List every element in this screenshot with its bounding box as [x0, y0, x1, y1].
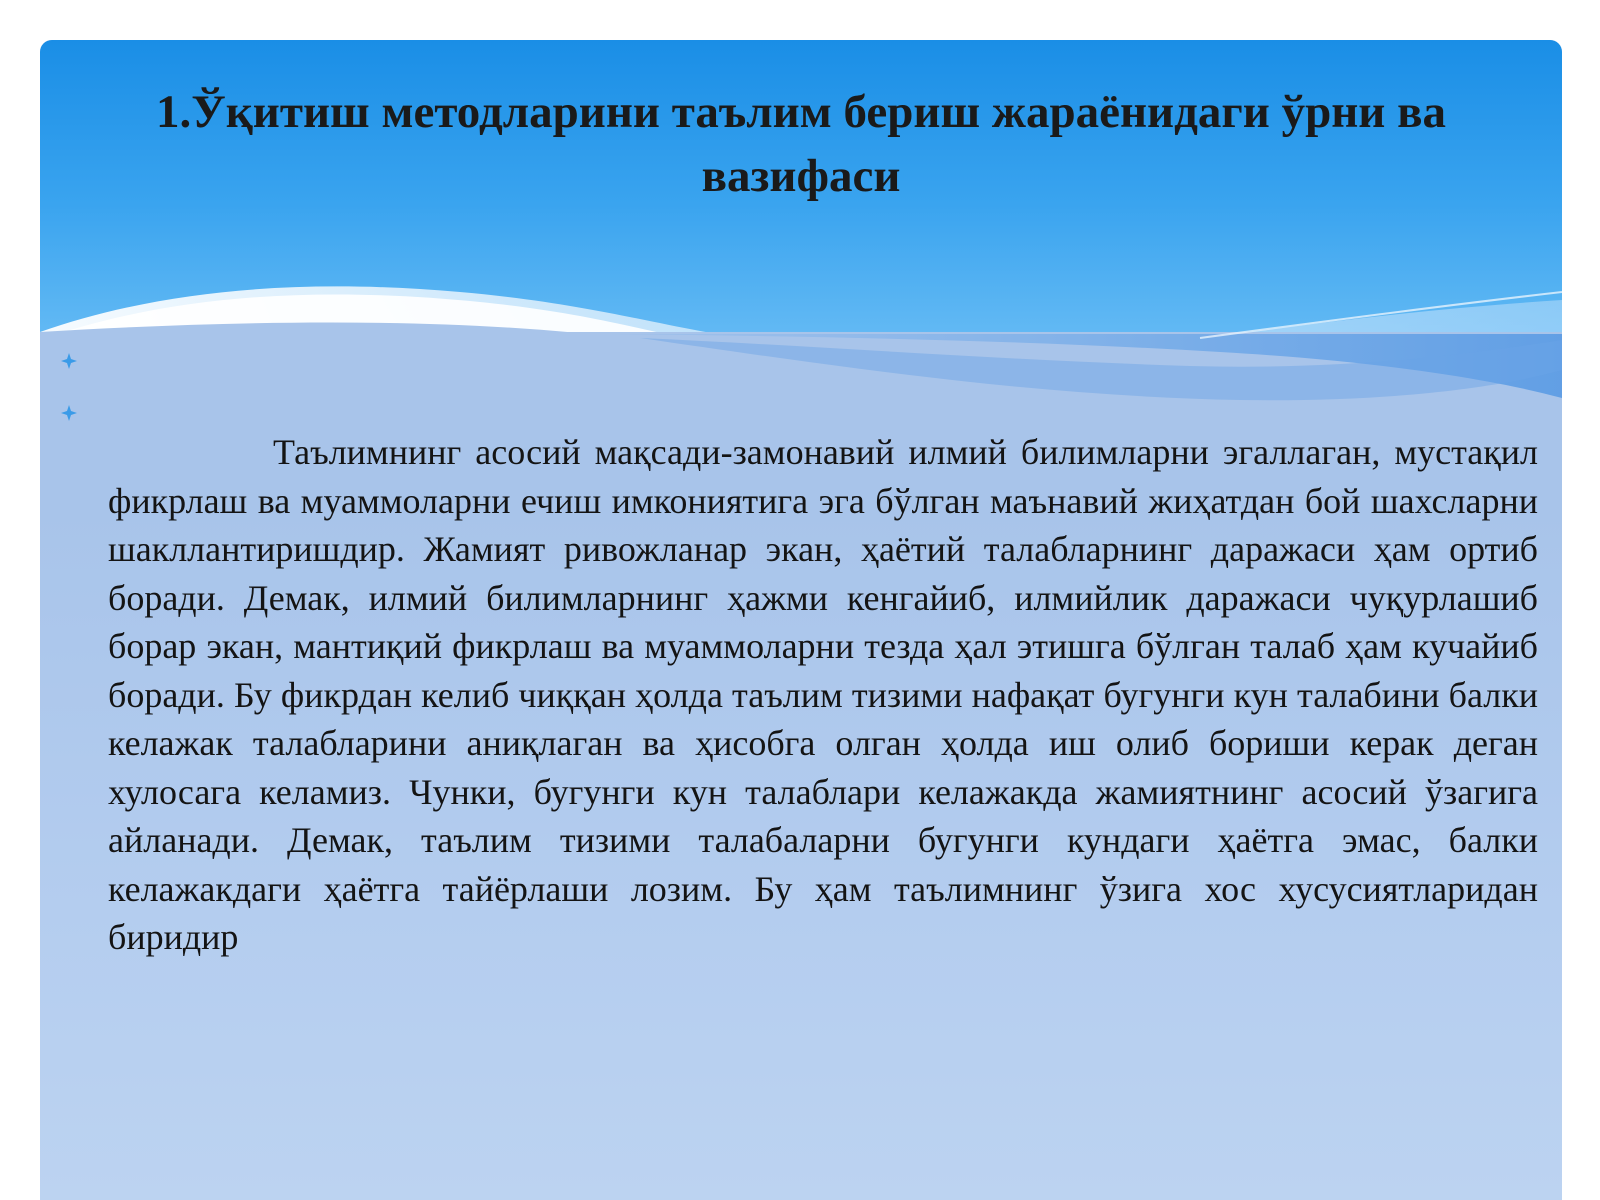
star-bullet-icon	[60, 352, 78, 370]
slide	[40, 40, 1562, 1200]
slide-title: 1.Ўқитиш методларини таълим бериш жараёнидаги ўрни ва вазифаси	[155, 86, 1447, 202]
body-paragraph: Таълимнинг асосий мақсади-замонавий илмий билимларни эгаллаган, мустақил фикрлаш ва муаммоларни ечиш имкониятига эга бўлган маънавий жиҳатдан бой шахсларни шакллантиришдир. Жамият ривожланар экан, ҳаётий талабларнинг даражаси ҳам ортиб боради. Демак, илмий билимларнинг ҳажми кенгайиб, илмийлик даражаси чуқурлашиб борар экан, мантиқий фикрлаш ва муаммоларни тезда ҳал этишга бўлган талаб ҳам кучайиб боради. Бу фикрдан келиб чиққан ҳолда таълим тизими нафақат бугунги кун талабини балки келажак талабларини аниқлаган ва ҳисобга олган ҳолда иш олиб бориши керак деган хулосага келамиз. Чунки, бугунги кун талаблари келажакда жамиятнинг асосий ўзагига айланади. Демак, таълим тизими талабаларни бугунги кундаги ҳаётга эмас, балки келажакдаги ҳаётга тайёрлаши лозим. Бу ҳам таълимнинг ўзига хос хусусиятларидан биридир	[108, 432, 1538, 957]
star-bullet-icon	[60, 404, 78, 422]
